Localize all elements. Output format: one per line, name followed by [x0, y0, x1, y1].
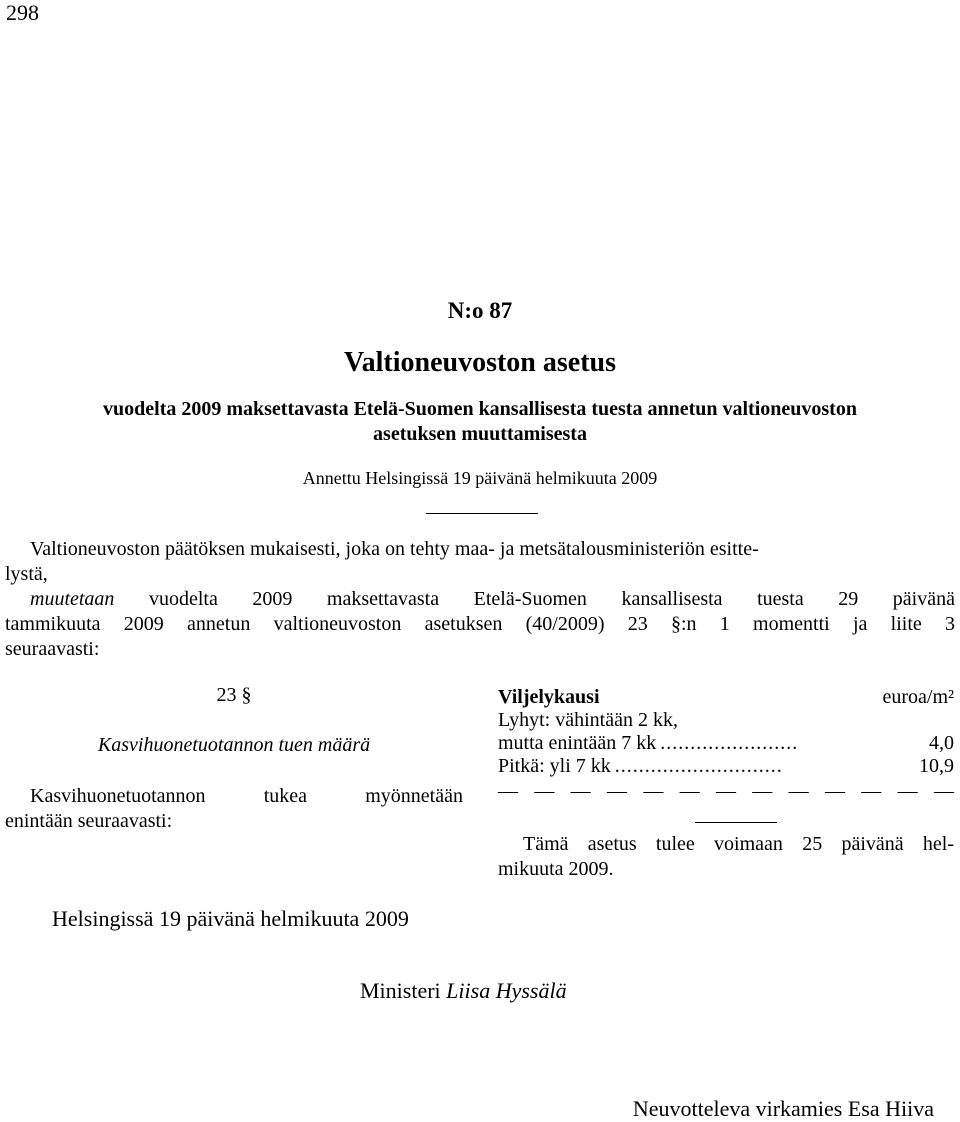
dash: — [752, 780, 773, 802]
preamble-line-1: Valtioneuvoston päätöksen mukaisesti, joka on tehty maa- ja metsätalousministeriön esitte- [30, 538, 759, 560]
title-divider [426, 513, 538, 514]
dash: — [534, 780, 555, 802]
table-header [498, 686, 954, 709]
entry-into-force [498, 832, 954, 882]
preamble-line-3 [5, 587, 955, 612]
section-number: 23 § [216, 684, 252, 706]
table-row-1-label: Lyhyt: vähintään 2 kk, [498, 709, 678, 731]
amending-keyword: muutetaan [30, 588, 115, 610]
dash: — [788, 780, 809, 802]
subtitle-line-2: asetuksen muuttamisesta [373, 423, 587, 445]
dash: — [606, 780, 627, 802]
given-date: Annettu Helsingissä 19 päivänä helmikuuta 2009 [302, 468, 658, 488]
preamble-line-5: seuraavasti: [5, 638, 100, 660]
decree-subtitle [0, 397, 960, 447]
entry-into-force-line-1: Tämä asetus tulee voimaan 25 päivänä hel- [523, 833, 954, 855]
preamble [5, 537, 955, 662]
column-header-period: Viljelykausi [498, 686, 600, 708]
page-title: Valtioneuvoston asetus [343, 347, 616, 378]
preamble-line-3-rest: vuodelta 2009 maksettavasta Etelä-Suomen kansallisesta tuesta 29 päivänä [114, 588, 955, 610]
dash: — [570, 780, 591, 802]
dash: — [824, 780, 845, 802]
dash: — [679, 780, 700, 802]
table-row-1-label-cont: mutta enintään 7 kk [498, 732, 657, 754]
table-row [498, 755, 954, 778]
table-row-2-label: Pitkä: yli 7 kk [498, 755, 611, 777]
section-heading-text: Kasvihuonetuotannon tuen määrä [97, 734, 371, 756]
dash-row [498, 780, 954, 810]
table-row-2-value: 10,9 [919, 755, 954, 777]
minister-signature [360, 978, 567, 1004]
minister-name: Liisa Hyssälä [446, 978, 567, 1003]
leader-dots: ............................ [614, 755, 783, 777]
dash: — [643, 780, 664, 802]
dash: — [498, 780, 518, 802]
leader-dots: ....................... [660, 732, 799, 754]
entry-into-force-line-2: mikuuta 2009. [498, 858, 614, 880]
support-table [498, 686, 954, 810]
preamble-line-2: lystä, [5, 563, 48, 585]
subtitle-line-1: vuodelta 2009 maksettavasta Etelä-Suomen kansallisesta tuesta annetun valtioneuvoston [103, 398, 857, 420]
table-row [498, 732, 954, 755]
signature-place-date: Helsingissä 19 päivänä helmikuuta 2009 [52, 906, 409, 931]
dash: — [933, 780, 954, 802]
official-signature: Neuvotteleva virkamies Esa Hiiva [632, 1096, 934, 1121]
section-heading [5, 734, 463, 757]
preamble-line-4: tammikuuta 2009 annetun valtioneuvoston asetuksen (40/2009) 23 §:n 1 momentti ja liite 3 [5, 613, 955, 635]
minister-title: Ministeri [360, 978, 441, 1003]
section-divider [695, 822, 777, 823]
section-text-line-2: enintään seuraavasti: [5, 810, 173, 832]
dash: — [861, 780, 882, 802]
dash: — [715, 780, 736, 802]
table-row-1-value: 4,0 [929, 732, 954, 754]
column-header-unit: euroa/m² [882, 686, 954, 708]
page-number: 298 [6, 0, 39, 25]
section-text [5, 784, 463, 834]
section-text-line-1: Kasvihuonetuotannon tukea myönnetään [30, 785, 463, 807]
dash: — [897, 780, 918, 802]
decree-number: N:o 87 [447, 298, 513, 323]
